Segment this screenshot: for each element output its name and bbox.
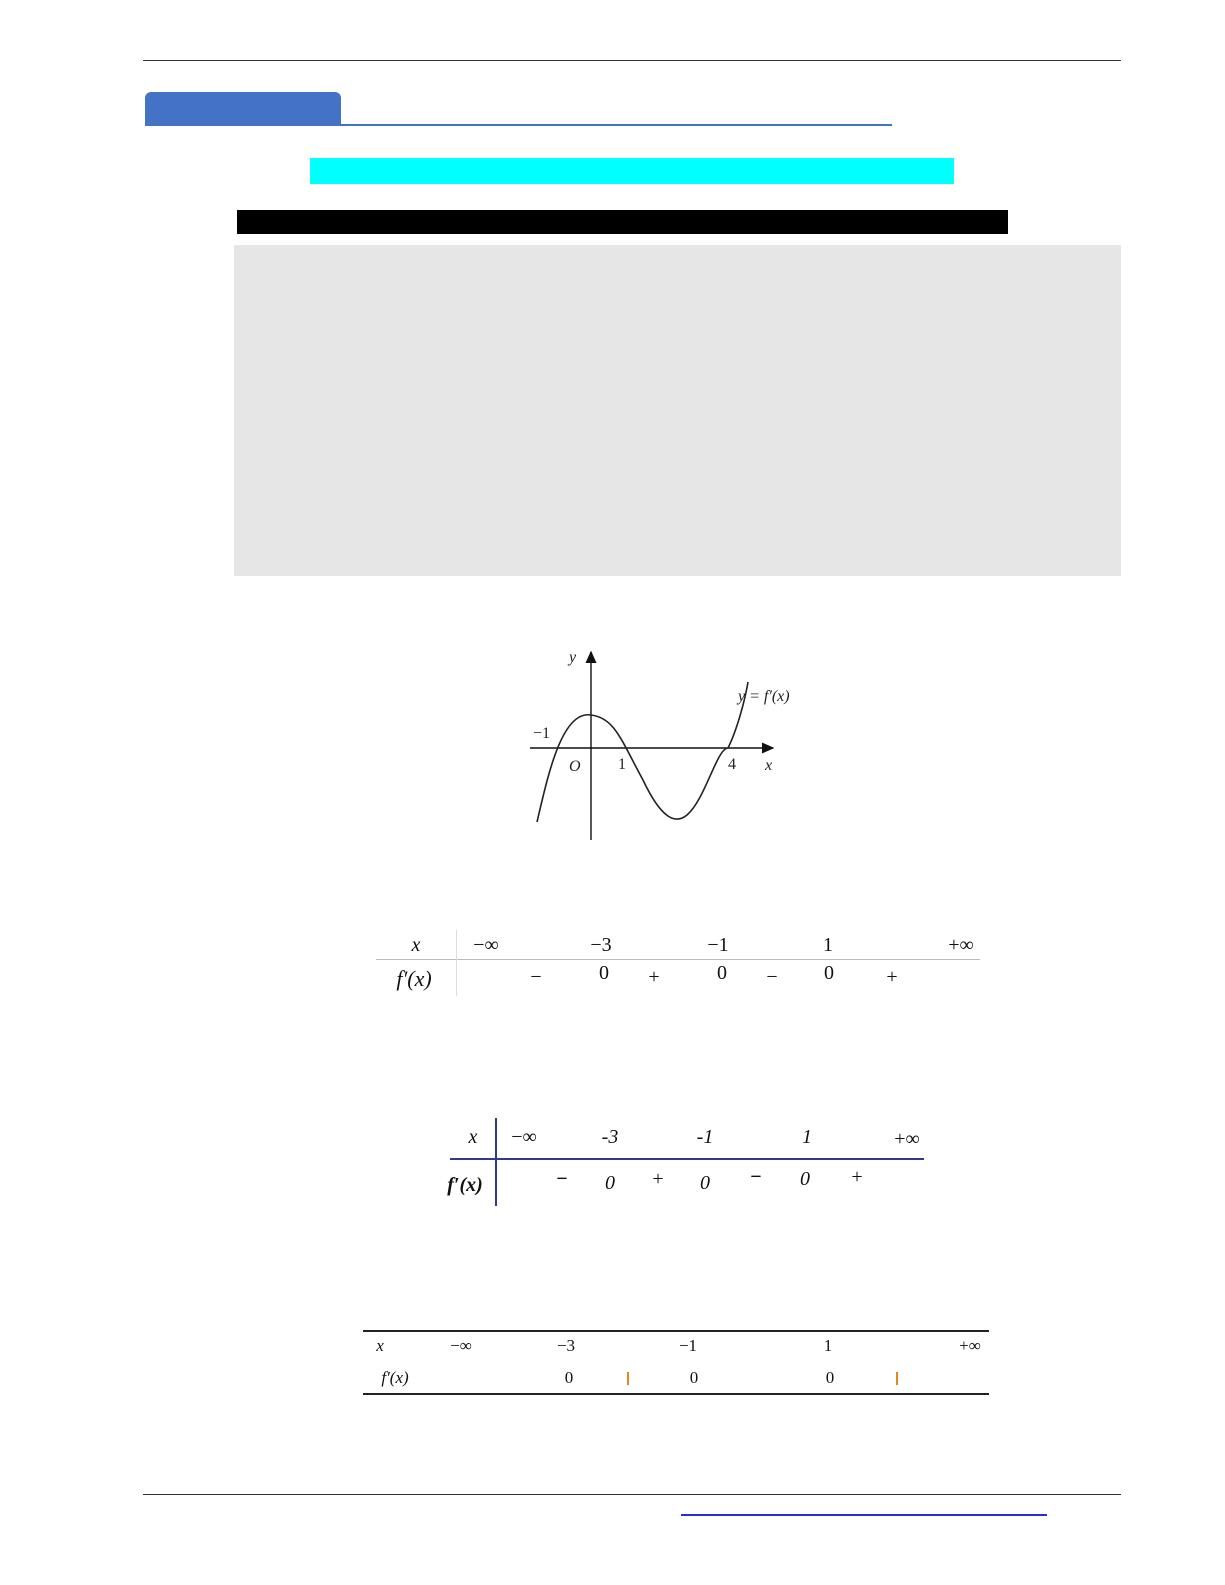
row-label-fprime: f′(x) <box>381 1368 409 1387</box>
curve-label: y = f′(x) <box>738 688 790 705</box>
x-value: −∞ <box>450 1336 472 1355</box>
derivative-graph <box>525 640 825 845</box>
sign-cell: 0 <box>605 1172 615 1194</box>
x-value: −3 <box>590 934 612 956</box>
zero-cell: 0 <box>825 1368 835 1387</box>
x-value: −∞ <box>473 934 499 956</box>
row-label-x: x <box>411 934 421 956</box>
x-value: −1 <box>678 1336 698 1355</box>
x-value: −∞ <box>511 1126 537 1148</box>
x-value: +∞ <box>894 1128 920 1150</box>
table-rule-bottom <box>363 1393 989 1395</box>
sign-mark <box>896 1372 898 1385</box>
sign-cell: − <box>530 966 542 988</box>
sign-mark <box>627 1372 629 1385</box>
table-divider <box>456 930 457 996</box>
section-tab <box>145 92 341 126</box>
x-value: -3 <box>601 1126 619 1148</box>
x-value: +∞ <box>948 934 974 956</box>
origin-label: O <box>569 758 581 775</box>
sign-cell: + <box>851 1166 863 1188</box>
zero-cell: 0 <box>689 1368 699 1387</box>
x-value: 1 <box>802 1126 812 1148</box>
tick-label-4: 4 <box>728 756 736 773</box>
x-value: +∞ <box>959 1336 981 1355</box>
sign-cell: 0 <box>700 1172 710 1194</box>
row-label-x: x <box>376 1336 384 1355</box>
row-label-x: x <box>468 1126 478 1148</box>
sign-cell: 0 <box>599 962 609 984</box>
header-rule <box>143 60 1121 61</box>
x-value: 1 <box>823 1336 833 1355</box>
table-divider <box>495 1118 497 1206</box>
sign-cell: + <box>886 966 898 988</box>
sign-cell: − <box>750 1166 762 1188</box>
content-panel <box>234 245 1121 576</box>
derivative-curve <box>537 682 748 822</box>
footer-rule <box>143 1494 1121 1495</box>
x-value: 1 <box>823 934 833 956</box>
sign-table-1 <box>376 928 980 998</box>
table-rule-top <box>363 1330 989 1332</box>
footer-link[interactable] <box>681 1514 1047 1516</box>
x-value: −3 <box>556 1336 576 1355</box>
sign-cell: 0 <box>717 962 727 984</box>
sign-table-3 <box>363 1330 989 1396</box>
row-label-fprime: f′(x) <box>447 1174 483 1196</box>
sign-cell: − <box>556 1168 568 1190</box>
x-value: −1 <box>707 934 729 956</box>
sign-table-2 <box>440 1116 926 1208</box>
highlighted-heading <box>310 158 954 184</box>
sign-cell: + <box>648 966 660 988</box>
tick-label-1: 1 <box>618 756 626 773</box>
sign-cell: 0 <box>800 1168 810 1190</box>
table-divider <box>376 959 980 960</box>
sign-cell: + <box>652 1168 664 1190</box>
table-divider <box>450 1158 924 1160</box>
sign-cell: 0 <box>824 962 834 984</box>
sign-cell: − <box>766 966 778 988</box>
redacted-line <box>237 210 1008 234</box>
section-underline <box>145 124 892 126</box>
zero-cell: 0 <box>564 1368 574 1387</box>
y-axis-label: y <box>569 649 577 666</box>
x-value: -1 <box>696 1126 714 1148</box>
tick-label-minus1: −1 <box>533 725 551 742</box>
graph-svg <box>525 640 825 845</box>
x-axis-label: x <box>765 757 773 774</box>
row-label-fprime: f′(x) <box>396 966 432 991</box>
